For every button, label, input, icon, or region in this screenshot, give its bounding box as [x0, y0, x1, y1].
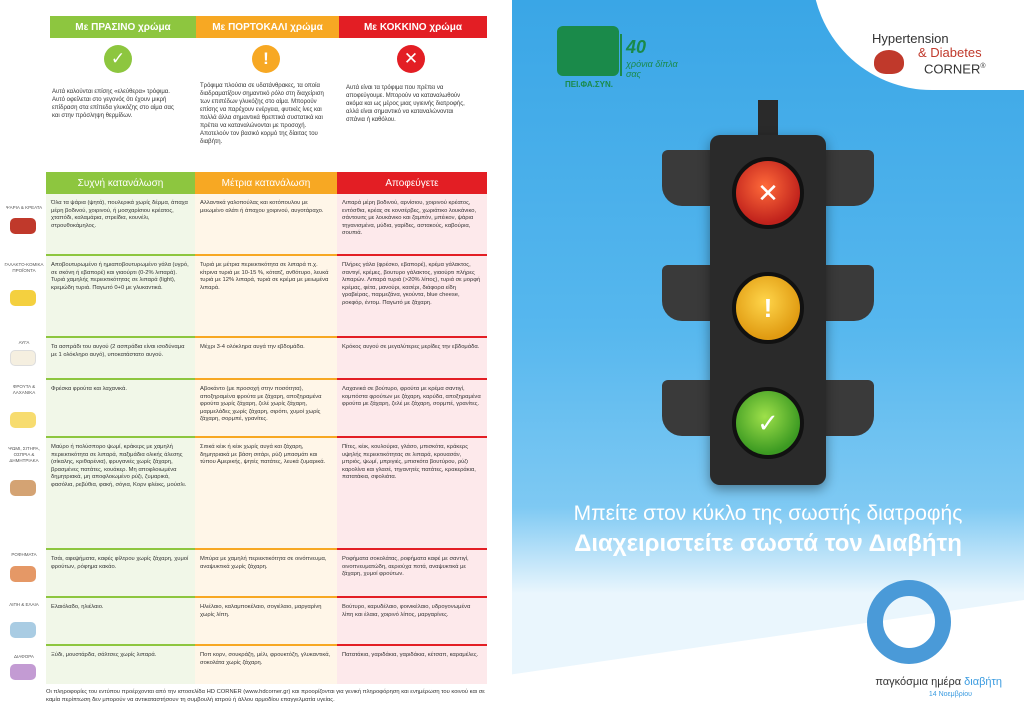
orange-intro: Τρόφιμα πλούσια σε υδατάνθρακες, τα οποία διαδραματίζουν σημαντικό ρόλο στη διαχείριση των επιπέδων γλυκόζης στο αίμα. Μπορούν επίσης να παρέχουν ενέργεια, φυτικές ίνες και πολλά άλλα σημαντικά θρεπτικά συστατικά και πρέπει να καταναλώνονται με προσοχή. Αποτελούν τον βασικό κορμό της δίαιτας του διαβήτη. [200, 83, 324, 145]
orange-header-label: Με ΠΟΡΤΟΚΑΛΙ χρώμα [212, 21, 323, 33]
row-category: ΨΑΡΙΑ & ΚΡΕΑΤΑ [5, 205, 43, 210]
traffic-light-wing [662, 150, 710, 206]
traffic-light-wing [826, 380, 874, 436]
row-category: ΦΡΟΥΤΑ & ΛΑΧΑΝΙΚΑ [12, 384, 36, 395]
orange-header [196, 16, 339, 38]
row-orange-cell: Τυριά με μέτρια περιεκτικότητα σε λιπαρά π.χ. κίτρινα τυριά με 10-15 %, κότατζ, ανθότυρο, λευκά τυριά με 12% λιπαρά, τυριά σε κρέμα με μειωμένα λιπαρά. [195, 256, 337, 336]
peifasyn-logo-icon [557, 26, 619, 76]
row-red-cell: Κρόκος αυγού σε μεγαλύτερες μερίδες την εβδομάδα. [337, 338, 487, 378]
amber-light-exclamation-icon: ! [732, 272, 804, 344]
row-green-cell: Ξύδι, μουστάρδα, σάλτσες χωρίς λιπαρά. [46, 646, 195, 684]
row-divider [46, 254, 487, 256]
row-red-cell: Ροφήματα σοκολάτας, ροφήματα καφέ με σαντιγί, οινοπνευματώδη, αεριούχα ποτά, αναψυκτικά με ζάχαρη, χυμοί φρούτων. [337, 550, 487, 596]
world-day-date: 14 Νοεμβρίου [928, 691, 972, 698]
avoid-label: Αποφεύγετε [385, 177, 439, 189]
row-divider [46, 596, 487, 598]
slogan-line2: Διαχειριστείτε σωστά τον Διαβήτη [574, 530, 962, 557]
world-day-title [802, 676, 1002, 688]
row-orange-cell: Αβοκάντο (με προσοχή στην ποσότητα), αποξηραμένα φρούτα με ζάχαρη, αποξηραμένα φρούτα χωρίς ζάχαρη, ζελέ χωρίς ζάχαρη, μαρμελάδες χωρίς ζάχαρη, σιρόπι, χυμοί χωρίς ζάχαρη, σορμπέ, γρανίτες. [195, 380, 337, 436]
meat-icon [10, 218, 36, 234]
cheese-icon [10, 290, 36, 306]
oil-icon [10, 622, 36, 638]
red-header [339, 16, 487, 38]
traffic-light-pole [758, 100, 778, 135]
row-green-cell: Όλα τα ψάρια (ψητά), πουλερικά χωρίς δέρμα, άπαχα μέρη βοδινού, χοιρινού, ή μοσχαρίσιου κρέατος, χταπόδι, καλαμάρια, στρείδια, κουνέλι, στρουθοκάμηλος. [46, 194, 195, 254]
row-category: ΑΥΓΑ [18, 340, 30, 345]
row-category: ΛΙΠΗ & ΕΛΑΙΑ [9, 602, 39, 607]
cross-icon: ✕ [397, 45, 425, 73]
red-light-x-icon: ✕ [732, 157, 804, 229]
org-name: ΠΕΙ.ΦΑ.ΣΥΝ. [564, 80, 614, 89]
row-orange-cell: Σιτικά κέικ ή κέικ χωρίς αυγά και ζάχαρη, δημητριακά με βάση σιτάρι, ρύζι μπασμάτι και τύπου Αμερικής, ψητές πατάτες, λευκά ζυμαρικά. [195, 438, 337, 548]
green-header-label: Με ΠΡΑΣΙΝΟ χρώμα [75, 21, 171, 33]
green-intro: Αυτά καλούνται επίσης «ελεύθερα» τρόφιμα. Αυτό οφείλεται στο γεγονός ότι έχουν μικρή επίδραση στα επίπεδα γλυκόζης στο αίμα σας και στην πρόσληψη θερμίδων. [52, 89, 174, 119]
avoid-col-header [337, 172, 487, 194]
hd-line2: & Diabetes [918, 45, 982, 60]
moderate-label: Μέτρια κατανάλωση [221, 177, 311, 189]
misc-icon [10, 664, 36, 680]
traffic-light-wing [662, 380, 710, 436]
moderate-col-header [195, 172, 337, 194]
row-red-cell: Πατατάκια, γαριδάκια, γαριδάκια, κέτσαπ, καραμέλες. [337, 646, 487, 684]
row-orange-cell: Μπύρα με χαμηλή περιεκτικότητα σε οινόπνευμα, αναψυκτικά χωρίς ζάχαρη. [195, 550, 337, 596]
hd-reg-mark: ® [980, 63, 986, 70]
row-red-cell: Λαχανικά σε βούτυρο, φρούτα με κρέμα σαντιγί, κομπόστα φρούτων με ζάχαρη, καρύδα, αποξηραμένα φρούτα με ζάχαρη, ζελέ με ζάχαρη, σορμπέ, γρανίτες. [337, 380, 487, 436]
hd-line3: CORNER [924, 61, 981, 77]
bread-icon [10, 480, 36, 496]
drink-icon [10, 566, 36, 582]
row-green-cell: Μαύρο ή πολύσπορο ψωμί, κράκερς με χαμηλή περιεκτικότητα σε λιπαρά, παξιμάδια ολικής άλεσης (σίκαλης, κριθαρένια), φρυγανιές χωρίς ζάχαρη, βρασμένες πατάτες, κουάκερ. Μη αποφλοιωμένα δημητριακά, μη αποφλοιωμένο ρύζι, ζυμαρικά, φασόλια, ρεβύθια, φακή, σόγια, Κορν φλέικς, μούσλι. [46, 438, 195, 548]
row-orange-cell: Ποπ κορν, σουκράζη, μέλι, φρουκτόζη, γλυκαντικά, σοκολάτα χωρίς ζάχαρη. [195, 646, 337, 684]
traffic-light-wing [662, 265, 710, 321]
row-green-cell: Φρέσκα φρούτα και λαχανικά. [46, 380, 195, 436]
row-red-cell: Πλήρες γάλα (φρέσκο, εβαπορέ), κρέμα γάλακτος, σαντιγί, κρέμες, βουτυρο γάλακτος, γιαούρτι πλήρες λιπαρών. Λιπαρά τυριά (>20% λίπος), τυριά σε μορφή κρέμας, φέτα, μανούρι, κασέρι, διάφορα είδη γραβιέρας, παρμεζάνα, γκούντα, blue cheese, ροκφόρ, έντομ. Παγωτό με ζάχαρη. [337, 256, 487, 336]
anniversary-text: χρόνια δίπλα σας [626, 59, 678, 79]
row-red-cell: Βούτυρο, καρυδέλαιο, φοινικέλαιο, υδρογονωμένα λίπη και έλαια, χοιρινό λίπος, μαργαρίνες. [337, 598, 487, 644]
green-light-check-icon: ✓ [732, 387, 804, 459]
frequent-label: Συχνή κατανάλωση [77, 177, 164, 189]
row-green-cell: Αποβουτυρωμένο ή ημιαποβουτυρωμένο γάλα (υγρό, σε σκόνη ή εβαπορέ) και γιαούρτι (0-2% λιπαρά). Τυριά χαμηλής περιεκτικότητας σε λιπαρά (light), κρεμώδη τυριά. Παγωτό 0+0 με γλυκαντικά. [46, 256, 195, 336]
row-red-cell: Λιπαρά μέρη βοδινού, αρνίσιου, χοιρινού κρέατος, εντόσθια, κρέας σε κονσέρβες, χωριάτικο λουκάνικο, σάντουιτς με λουκάνικο και ζαμπόν, μπέικον, ψάρια τηγανισμένα, μύδια, γαρίδες, αστακούς, καβούρια, σουπιά. [337, 194, 487, 254]
row-divider [46, 644, 487, 646]
heart-icon [874, 50, 904, 74]
footer-disclaimer: Οι πληροφορίες του εντύπου προέρχονται από την ιστοσελίδα HD CORNER (www.hdcorner.gr) και προορίζονται για γενική πληροφόρηση και ενημέρωση του κοινού και σε καμία περίπτωση δεν μπορούν να αντικαταστήσουν τη συμβουλή ιατρού ή άλλου αρμοδίου επαγγελματία υγείας. [46, 689, 485, 703]
traffic-light-wing [826, 150, 874, 206]
row-divider [46, 548, 487, 550]
exclamation-icon: ! [252, 45, 280, 73]
row-divider [46, 436, 487, 438]
slogan-line1: Μπείτε στον κύκλο της σωστής διατροφής [573, 502, 963, 525]
right-panel [512, 0, 1024, 724]
red-header-label: Με ΚΟΚΚΙΝΟ χρώμα [363, 21, 463, 33]
fruit-icon [10, 412, 36, 428]
logo-divider [620, 34, 622, 76]
row-divider [46, 378, 487, 380]
hd-line1: Hypertension [872, 31, 949, 46]
row-category: ΡΟΦΗΜΑΤΑ [11, 552, 37, 557]
row-orange-cell: Μέχρι 3-4 ολόκληρα αυγά την εβδομάδα. [195, 338, 337, 378]
row-orange-cell: Ηλιέλαιο, καλαμποκέλαιο, σογιέλαιο, μαργαρίνη χωρίς λίπη. [195, 598, 337, 644]
anniversary-number: 40 [626, 37, 647, 57]
green-header [50, 16, 196, 38]
row-category: ΨΩΜΙ, ΣΙΤΗΡΑ, ΟΣΠΡΙΑ & ΔΗΜΗΤΡΙΑΚΑ [8, 446, 40, 463]
row-green-cell: Τσάι, αφεψήματα, καφές φίλτρου χωρίς ζάχαρη, χυμοί φρούτων, ρόφημα κακάο. [46, 550, 195, 596]
world-day-text: παγκόσμια ημέρα [875, 676, 962, 688]
row-red-cell: Πίτες, κέικ, κουλούρια, γλάσο, μπισκότα, κράκερς υψηλής περιεκτικότητας σε λιπαρά, κρουασάν, μπριός, ψωμί, μπριγιές, μπισκότα βουτύρου, ρύζι καρολίνα και γλασέ, τηγανητές πατάτες, κρακεράκια, πατατάκια, σφολιάτα. [337, 438, 487, 548]
blue-circle-icon [867, 580, 951, 664]
traffic-light-wing [826, 265, 874, 321]
row-category: ΓΑΛΑΚΤΟ-ΚΟΜΙΚΑ ΠΡΟΪΟΝΤΑ [4, 262, 44, 273]
world-day-highlight: διαβήτη [964, 676, 1002, 688]
egg-icon [10, 350, 36, 366]
row-green-cell: Τα ασπράδι του αυγού (2 ασπράδια είναι ισοδύναμα με 1 ολόκληρο αυγό), υποκατάστατο αυγού. [46, 338, 195, 378]
check-icon: ✓ [104, 45, 132, 73]
frequent-col-header [46, 172, 195, 194]
row-orange-cell: Αλλαντικά γαλοπούλας και κοτόπουλου με μειωμένο αλάτι ή άπαχου χοιρινού, αυγοτάραχο. [195, 194, 337, 254]
row-green-cell: Ελαιόλαδο, ηλιέλαιο. [46, 598, 195, 644]
row-category: ΔΙΑΦΟΡΑ [14, 654, 34, 659]
red-intro: Αυτά είναι τα τρόφιμα που πρέπει να αποφεύγουμε. Μπορούν να καταναλωθούν ακόμα και ως μέρος μιας υγιεινής διατροφής, αλλά είναι σημαντικό να καταναλώνονται σπάνια ή καθόλου. [346, 85, 465, 123]
row-divider [46, 336, 487, 338]
